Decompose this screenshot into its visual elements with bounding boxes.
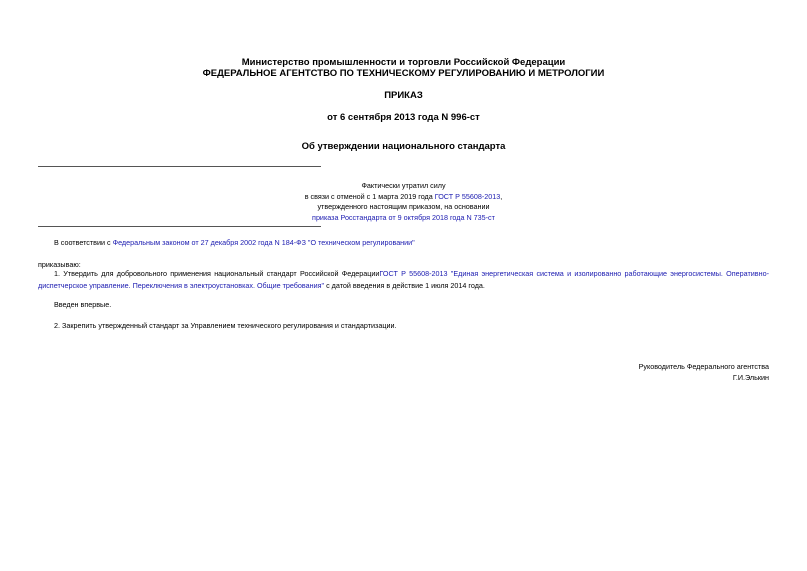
doc-date: от 6 сентября 2013 года N 996-ст <box>327 112 480 123</box>
rosstandart-order-link[interactable]: приказа Росстандарта от 9 октября 2018 года N 735-ст <box>312 213 495 222</box>
divider-top <box>38 166 321 167</box>
first-intro-note: Введен впервые. <box>54 300 112 309</box>
intro-paragraph <box>54 237 415 249</box>
orders-label: приказываю: <box>38 260 81 269</box>
agency-name: ФЕДЕРАЛЬНОЕ АГЕНТСТВО ПО ТЕХНИЧЕСКОМУ РЕГУЛИРОВАНИЮ И МЕТРОЛОГИИ <box>202 68 605 79</box>
status-note-line4 <box>0 212 807 224</box>
ministry-name: Министерство промышленности и торговли Российской Федерации <box>241 57 566 68</box>
gost-link[interactable]: ГОСТ Р 55608-2013 <box>434 192 501 201</box>
intro-prefix: В соответствии с <box>54 238 113 247</box>
divider-bottom <box>38 226 321 227</box>
gost-standard-link[interactable]: ГОСТ Р 55608-2013 "Единая энергетическая система и изолированно работающие энергосистемы. Оперативно-диспетчерское управление. Переключения в электроустановках. Общие требования" <box>38 269 769 290</box>
signature-name: Г.И.Элькин <box>732 373 769 382</box>
federal-law-link[interactable]: Федеральным законом от 27 декабря 2002 года N 184-ФЗ "О техническом регулировании" <box>112 238 415 247</box>
order-item-2: 2. Закрепить утвержденный стандарт за Управлением технического регулирования и стандартизации. <box>54 321 397 330</box>
item1-suffix: с датой введения в действие 1 июля 2014 года. <box>324 280 485 290</box>
signature-position: Руководитель Федерального агентства <box>638 362 769 371</box>
doc-type: ПРИКАЗ <box>384 90 423 101</box>
status-note-line1: Фактически утратил силу <box>361 181 446 190</box>
item1-prefix: 1. Утвердить для добровольного применения национальный стандарт Российской Федерации <box>54 269 380 278</box>
status-note-prefix: в связи с отменой с 1 марта 2019 года <box>304 192 435 201</box>
order-item-1 <box>38 268 769 291</box>
doc-title: Об утверждении национального стандарта <box>301 141 506 152</box>
status-note-suffix: , <box>500 192 503 201</box>
status-note-line3: утвержденного настоящим приказом, на основании <box>317 202 490 211</box>
